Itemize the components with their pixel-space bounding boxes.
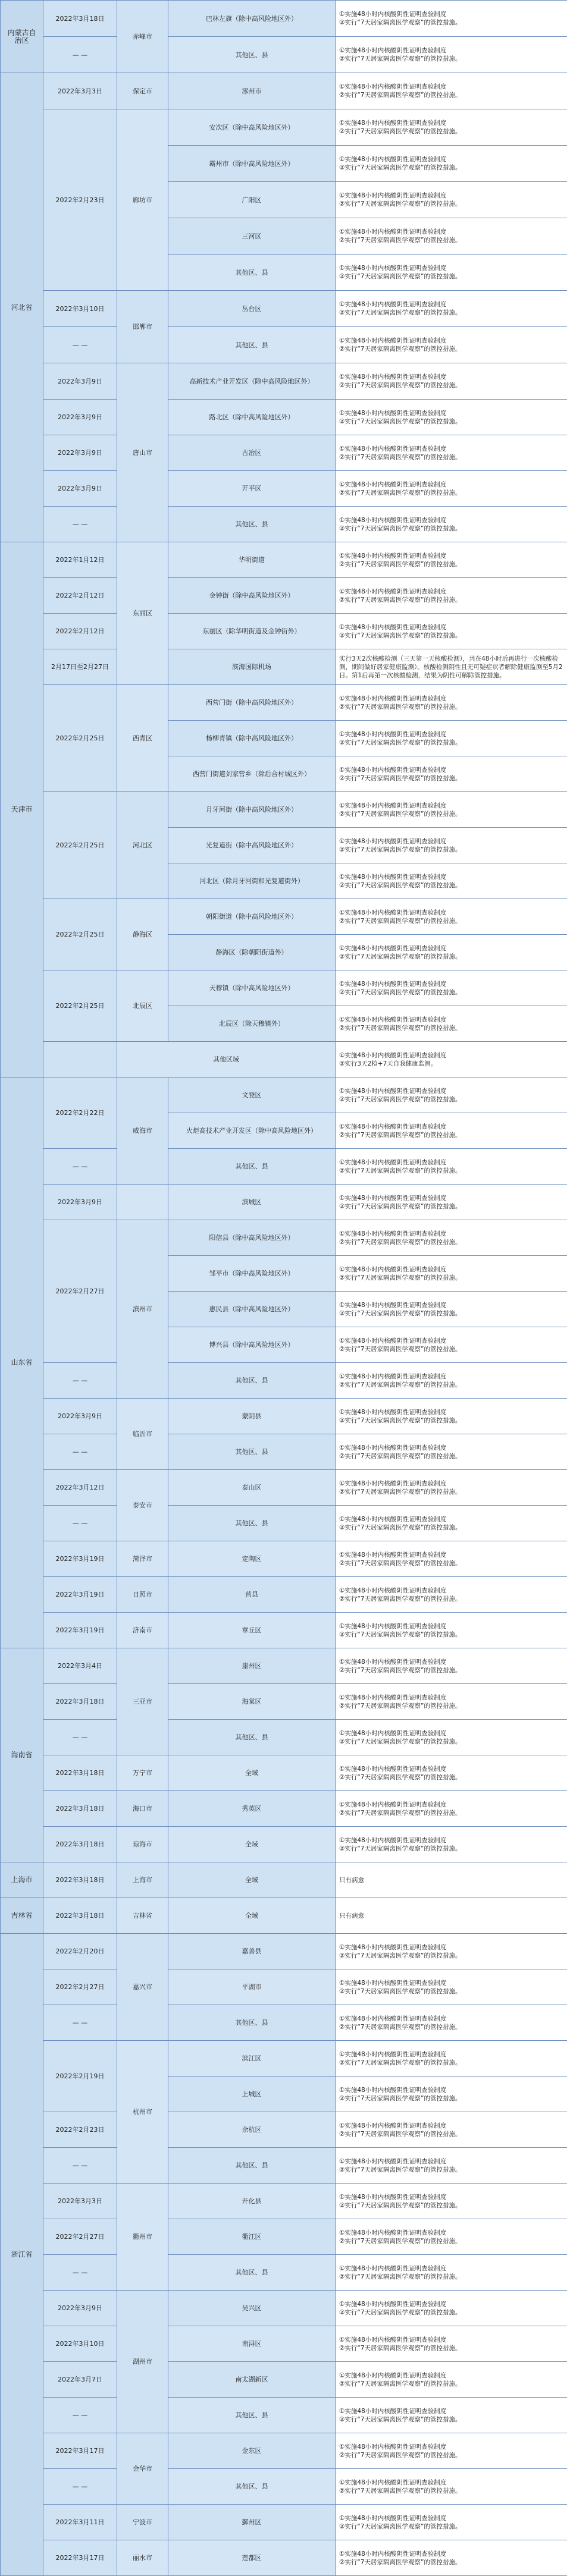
date-cell: 2022年3月18日 [43,1827,117,1862]
district-cell: 朝阳街道（除中高风险地区外） [168,899,336,935]
district-cell: 秀英区 [168,1791,336,1827]
policy-cell: ①实施48小时内核酸阴性证明查验制度 ②实行“7天居家隔离医学观察”的管控措施。 [336,1006,567,1042]
date-cell: 2022年3月9日 [43,400,117,435]
policy-cell: ①实施48小时内核酸阴性证明查验制度 ②实行“7天居家隔离医学观察”的管控措施。 [336,578,567,614]
table-row [1,2469,567,2505]
table-row [1,1934,567,1969]
district-cell: 海棠区 [168,1684,336,1720]
district-cell: 丛台区 [168,291,336,327]
table-row [1,1399,567,1434]
district-cell: 路北区（除中高风险地区外） [168,400,336,435]
district-cell: 滨江区 [168,2041,336,2076]
date-cell: 2022年3月3日 [43,2184,117,2219]
table-row [1,614,567,649]
district-cell: 邹平市（除中高风险地区外） [168,1256,336,1292]
policy-cell: ①实施48小时内核酸阴性证明查验制度 ②实行“7天居家隔离医学观察”的管控措施。 [336,146,567,182]
city-cell: 菏泽市 [117,1541,168,1577]
table-row [1,1791,567,1827]
district-cell: 光复道街（除中高风险地区外） [168,828,336,863]
policy-cell: 只有病愈 [336,1862,567,1898]
policy-cell: ①实施48小时内核酸阴性证明查验制度 ②实行“7天居家隔离医学观察”的管控措施。 [336,1434,567,1470]
table-row [1,1434,567,1470]
table-row [1,1862,567,1898]
policy-cell: ①实施48小时内核酸阴性证明查验制度 ②实行“7天居家隔离医学观察”的管控措施。 [336,363,567,400]
policy-cell: ①实施48小时内核酸阴性证明查验制度 ②实行“7天居家隔离医学观察”的管控措施。 [336,1185,567,1220]
city-cell: 赤峰市 [117,1,168,73]
table-row [1,2398,567,2433]
table-row [1,435,567,471]
date-cell: 2022年3月3日 [43,73,117,109]
district-cell: 鄞州区 [168,2505,336,2540]
district-cell: 金钟街（除中高风险地区外） [168,578,336,614]
table-row [1,2219,567,2255]
district-cell: 其他区、县 [168,327,336,363]
table-row [1,327,567,363]
city-cell: 保定市 [117,73,168,109]
city-cell: 西青区 [117,685,168,792]
date-cell: 2022年3月9日 [43,435,117,471]
date-cell: 2月17日至2月27日 [43,649,117,685]
district-cell: 开化县 [168,2184,336,2219]
city-cell: 滨州市 [117,1220,168,1399]
table-row [1,2505,567,2540]
table-row [1,1613,567,1648]
table-row [1,2148,567,2184]
date-cell: — — [43,327,117,363]
district-cell: 莒县 [168,1577,336,1613]
city-cell: 济南市 [117,1613,168,1648]
table-row [1,400,567,435]
city-cell: 其他区域 [117,1042,336,1077]
date-cell: — — [43,2255,117,2291]
policy-cell: ①实施48小时内核酸阴性证明查验制度 ②实行“7天居家隔离医学观察”的管控措施。 [336,1648,567,1684]
date-cell: — — [43,507,117,542]
district-cell: 南太湖新区 [168,2362,336,2398]
table-body [1,1,567,2576]
district-cell: 其他区、县 [168,1434,336,1470]
district-cell: 泰山区 [168,1470,336,1506]
date-cell: 2022年3月18日 [43,1,117,37]
city-cell: 杭州市 [117,2041,168,2184]
district-cell: 霸州市（除中高风险地区外） [168,146,336,182]
table-row [1,1,567,37]
policy-cell: ①实施48小时内核酸阴性证明查验制度 ②实行“7天居家隔离医学观察”的管控措施。 [336,685,567,721]
district-cell: 崖州区 [168,1648,336,1684]
city-cell: 日照市 [117,1577,168,1613]
city-cell: 衢州市 [117,2184,168,2291]
date-cell: 2022年2月27日 [43,1969,117,2005]
policy-cell: ①实施48小时内核酸阴性证明查验制度 ②实行“7天居家隔离医学观察”的管控措施。 [336,327,567,363]
policy-cell: ①实施48小时内核酸阴性证明查验制度 ②实行“7天居家隔离医学观察”的管控措施。 [336,1613,567,1648]
district-cell: 文登区 [168,1077,336,1113]
city-cell: 金华市 [117,2433,168,2505]
date-cell: 2022年2月12日 [43,578,117,614]
date-cell: 2022年3月10日 [43,2326,117,2362]
table-row [1,1363,567,1399]
policy-cell: ①实施48小时内核酸阴性证明查验制度 ②实行“7天居家隔离医学观察”的管控措施。 [336,1969,567,2005]
policy-cell: ①实施48小时内核酸阴性证明查验制度 ②实行“7天居家隔离医学观察”的管控措施。 [336,109,567,146]
table-row [1,685,567,721]
district-cell: 定陶区 [168,1541,336,1577]
date-cell: 2022年3月7日 [43,2362,117,2398]
date-cell: — — [43,37,117,73]
table-row [1,542,567,578]
date-cell: — — [43,2148,117,2184]
policy-cell: ①实施48小时内核酸阴性证明查验制度 ②实行“7天居家隔离医学观察”的管控措施。 [336,1077,567,1113]
table-row [1,1969,567,2005]
district-cell: 西营门街（除中高风险地区外） [168,685,336,721]
policy-cell: ①实施48小时内核酸阴性证明查验制度 ②实行“7天居家隔离医学观察”的管控措施。 [336,37,567,73]
district-cell: 其他区、县 [168,1363,336,1399]
table-row [1,363,567,400]
policy-cell: ①实施48小时内核酸阴性证明查验制度 ②实行“7天居家隔离医学观察”的管控措施。 [336,2112,567,2148]
date-cell: 2022年2月25日 [43,899,117,970]
policy-cell: 实行3天2次核酸检测（三天第一天核酸检测），共在48小时后再进行一次核酸检测，期间做好居家健康监测）。核酸检测阴性且无可疑症状者解除健康监测至5月2日。第1后再第一次核酸检测，结果为阴性可解除管控措施。 [336,649,567,685]
date-cell: 2022年2月25日 [43,970,117,1042]
city-cell: 万宁市 [117,1755,168,1791]
policy-cell: ①实施48小时内核酸阴性证明查验制度 ②实行“7天居家隔离医学观察”的管控措施。 [336,970,567,1006]
policy-cell: ①实施48小时内核酸阴性证明查验制度 ②实行“7天居家隔离医学观察”的管控措施。 [336,1256,567,1292]
district-cell: 三河区 [168,218,336,255]
date-cell: 2022年3月19日 [43,1541,117,1577]
district-cell: 华明街道 [168,542,336,578]
date-cell: 2022年3月9日 [43,471,117,507]
date-cell: 2022年3月17日 [43,2433,117,2469]
district-cell: 平湖市 [168,1969,336,2005]
policy-cell: ①实施48小时内核酸阴性证明查验制度 ②实行“7天居家隔离医学观察”的管控措施。 [336,1506,567,1541]
date-cell: 2022年2月19日 [43,2041,117,2112]
policy-cell: ①实施48小时内核酸阴性证明查验制度 ②实行“7天居家隔离医学观察”的管控措施。 [336,400,567,435]
policy-cell: ①实施48小时内核酸阴性证明查验制度 ②实行“7天居家隔离医学观察”的管控措施。 [336,1541,567,1577]
district-cell: 惠民县（除中高风险地区外） [168,1292,336,1327]
table-row [1,2326,567,2362]
policy-cell: ①实施48小时内核酸阴性证明查验制度 ②实行“7天居家隔离医学观察”的管控措施。 [336,507,567,542]
district-cell: 其他区、县 [168,2469,336,2505]
date-cell: — — [43,1363,117,1399]
district-cell: 月牙河街（除中高风险地区外） [168,792,336,828]
policy-cell: ①实施48小时内核酸阴性证明查验制度 ②实行“7天居家隔离医学观察”的管控措施。 [336,863,567,899]
district-cell: 上城区 [168,2076,336,2112]
province-cell: 海南省 [1,1648,43,1862]
date-cell: 2022年3月18日 [43,1898,117,1934]
city-cell: 威海市 [117,1077,168,1185]
policy-cell: ①实施48小时内核酸阴性证明查验制度 ②实行“7天居家隔离医学观察”的管控措施。 [336,1149,567,1185]
table-row [1,109,567,146]
city-cell: 宁波市 [117,2505,168,2540]
district-cell: 其他区、县 [168,1720,336,1755]
district-cell: 全域 [168,1827,336,1862]
policy-cell: ①实施48小时内核酸阴性证明查验制度 ②实行“7天居家隔离医学观察”的管控措施。 [336,1934,567,1969]
district-cell: 静海区（除朝阳街道外） [168,935,336,970]
table-row [1,649,567,685]
date-cell: 2022年3月4日 [43,1648,117,1684]
table-row [1,1042,567,1077]
district-cell: 阳信县（除中高风险地区外） [168,1220,336,1256]
table-row [1,899,567,935]
date-cell: — — [43,1434,117,1470]
policy-cell: ①实施48小时内核酸阴性证明查验制度 ②实行“7天居家隔离医学观察”的管控措施。 [336,1327,567,1363]
policy-cell: ①实施48小时内核酸阴性证明查验制度 ②实行“7天居家隔离医学观察”的管控措施。 [336,2398,567,2433]
policy-cell: ①实施48小时内核酸阴性证明查验制度 ②实行“7天居家隔离医学观察”的管控措施。 [336,935,567,970]
table-row [1,970,567,1006]
city-cell: 湖州市 [117,2291,168,2433]
district-cell: 南浔区 [168,2326,336,2362]
policy-cell: ①实施48小时内核酸阴性证明查验制度 ②实行“7天居家隔离医学观察”的管控措施。 [336,2005,567,2041]
policy-cell: ①实施48小时内核酸阴性证明查验制度 ②实行“7天居家隔离医学观察”的管控措施。 [336,2362,567,2398]
date-cell: 2022年2月27日 [43,2219,117,2255]
table-row [1,471,567,507]
city-cell: 吉林省 [117,1898,168,1934]
policy-cell: ①实施48小时内核酸阴性证明查验制度 ②实行“7天居家隔离医学观察”的管控措施。 [336,471,567,507]
district-cell: 开平区 [168,471,336,507]
district-cell: 莲都区 [168,2540,336,2576]
date-cell: 2022年2月25日 [43,685,117,792]
district-cell: 其他区、县 [168,507,336,542]
province-cell: 吉林省 [1,1898,43,1934]
policy-cell: ①实施48小时内核酸阴性证明查验制度 ②实行“7天居家隔离医学观察”的管控措施。 [336,182,567,218]
policy-cell: ①实施48小时内核酸阴性证明查验制度 ②实行“7天居家隔离医学观察”的管控措施。 [336,2148,567,2184]
policy-cell: ①实施48小时内核酸阴性证明查验制度 ②实行“7天居家隔离医学观察”的管控措施。 [336,1363,567,1399]
table-row [1,507,567,542]
date-cell: — — [43,1506,117,1541]
date-cell: 2022年2月23日 [43,109,117,291]
date-cell: 2022年3月9日 [43,1185,117,1220]
date-cell: 2022年2月12日 [43,614,117,649]
date-cell: 2022年3月19日 [43,1577,117,1613]
date-cell: 2022年3月19日 [43,1613,117,1648]
table-row [1,2255,567,2291]
policy-cell: ①实施48小时内核酸阴性证明查验制度 ②实行“7天居家隔离医学观察”的管控措施。 [336,2326,567,2362]
policy-cell: ①实施48小时内核酸阴性证明查验制度 ②实行“7天居家隔离医学观察”的管控措施。 [336,1470,567,1506]
city-cell: 上海市 [117,1862,168,1898]
policy-cell: 只有病愈 [336,1898,567,1934]
table-row [1,73,567,109]
date-cell: 2022年2月22日 [43,1077,117,1149]
policy-cell: ①实施48小时内核酸阴性证明查验制度 ②实行“7天居家隔离医学观察”的管控措施。 [336,2540,567,2576]
policy-cell: ①实施48小时内核酸阴性证明查验制度 ②实行“7天居家隔离医学观察”的管控措施。 [336,828,567,863]
district-cell: 博兴县（除中高风险地区外） [168,1327,336,1363]
district-cell: 吴兴区 [168,2291,336,2326]
table-row [1,1684,567,1720]
table-row [1,1755,567,1791]
table-row [1,2041,567,2076]
district-cell: 全域 [168,1898,336,1934]
table-row [1,578,567,614]
date-cell: 2022年3月17日 [43,2540,117,2576]
policy-cell: ①实施48小时内核酸阴性证明查验制度 ②实行3天2检+7天自我健康监测。 [336,1042,567,1077]
policy-cell: ①实施48小时内核酸阴性证明查验制度 ②实行“7天居家隔离医学观察”的管控措施。 [336,1755,567,1791]
city-cell: 琼海市 [117,1827,168,1862]
district-cell: 广阳区 [168,182,336,218]
district-cell: 东丽区（除华明街道及金钟街外） [168,614,336,649]
table-row [1,1506,567,1541]
date-cell: 2022年3月18日 [43,1755,117,1791]
policy-cell: ①实施48小时内核酸阴性证明查验制度 ②实行“7天居家隔离医学观察”的管控措施。 [336,2433,567,2469]
table-row [1,1720,567,1755]
district-cell: 高新技术产业开发区（除中高风险地区外） [168,363,336,400]
date-cell: 2022年3月10日 [43,291,117,327]
table-row [1,2362,567,2398]
date-cell: 2022年3月18日 [43,1684,117,1720]
policy-cell: ①实施48小时内核酸阴性证明查验制度 ②实行“7天居家隔离医学观察”的管控措施。 [336,2469,567,2505]
table-row [1,1898,567,1934]
city-cell: 泰安市 [117,1470,168,1541]
city-cell: 三亚市 [117,1648,168,1755]
city-cell: 丽水市 [117,2540,168,2576]
table-row [1,1077,567,1113]
district-cell: 天穆镇（除中高风险地区外） [168,970,336,1006]
city-cell: 海口市 [117,1791,168,1827]
city-cell: 廊坊市 [117,109,168,291]
table-row [1,291,567,327]
district-cell: 滨城区 [168,1185,336,1220]
date-cell: 2022年3月9日 [43,2291,117,2326]
policy-cell: ①实施48小时内核酸阴性证明查验制度 ②实行“7天居家隔离医学观察”的管控措施。 [336,218,567,255]
policy-cell: ①实施48小时内核酸阴性证明查验制度 ②实行“7天居家隔离医学观察”的管控措施。 [336,542,567,578]
province-cell: 内蒙古自治区 [1,1,43,73]
date-cell: — — [43,2005,117,2041]
policy-cell: ①实施48小时内核酸阴性证明查验制度 ②实行“7天居家隔离医学观察”的管控措施。 [336,792,567,828]
policy-cell: ①实施48小时内核酸阴性证明查验制度 ②实行“7天居家隔离医学观察”的管控措施。 [336,1577,567,1613]
policy-cell: ①实施48小时内核酸阴性证明查验制度 ②实行“7天居家隔离医学观察”的管控措施。 [336,2255,567,2291]
city-cell: 临沂市 [117,1399,168,1470]
province-cell: 上海市 [1,1862,43,1898]
date-cell: 2022年3月18日 [43,1862,117,1898]
district-cell: 杨柳青镇（除中高风险地区外） [168,721,336,756]
city-cell: 唐山市 [117,363,168,542]
city-cell: 嘉兴市 [117,1934,168,2041]
date-cell: — — [43,2398,117,2433]
district-cell: 其他区、县 [168,255,336,291]
date-cell: 2022年3月9日 [43,1399,117,1434]
province-cell: 河北省 [1,73,43,542]
district-cell: 余杭区 [168,2112,336,2148]
district-cell: 涿州市 [168,73,336,109]
district-cell: 蒙阴县 [168,1399,336,1434]
policy-cell: ①实施48小时内核酸阴性证明查验制度 ②实行“7天居家隔离医学观察”的管控措施。 [336,2184,567,2219]
table-row [1,1648,567,1684]
policy-cell: ①实施48小时内核酸阴性证明查验制度 ②实行“7天居家隔离医学观察”的管控措施。 [336,1113,567,1149]
district-cell: 其他区、县 [168,1506,336,1541]
table-row [1,2184,567,2219]
city-cell: 邯郸市 [117,291,168,363]
district-cell: 河北区（除月牙河街和光复道街外） [168,863,336,899]
policy-cell: ①实施48小时内核酸阴性证明查验制度 ②实行“7天居家隔离医学观察”的管控措施。 [336,435,567,471]
district-cell: 章丘区 [168,1613,336,1648]
policy-cell: ①实施48小时内核酸阴性证明查验制度 ②实行“7天居家隔离医学观察”的管控措施。 [336,614,567,649]
district-cell: 其他区、县 [168,37,336,73]
policy-cell: ①实施48小时内核酸阴性证明查验制度 ②实行“7天居家隔离医学观察”的管控措施。 [336,1791,567,1827]
date-cell: — — [43,1149,117,1185]
policy-cell: ①实施48小时内核酸阴性证明查验制度 ②实行“7天居家隔离医学观察”的管控措施。 [336,756,567,792]
table-row [1,2540,567,2576]
date-cell: — — [43,1720,117,1755]
table-row [1,2112,567,2148]
district-cell: 巴林左旗（除中高风险地区外） [168,1,336,37]
district-cell: 滨海国际机场 [168,649,336,685]
policy-cell: ①实施48小时内核酸阴性证明查验制度 ②实行“7天居家隔离医学观察”的管控措施。 [336,1,567,37]
date-cell: 2022年3月12日 [43,1470,117,1506]
date-cell: 2022年2月23日 [43,2112,117,2148]
district-cell: 古冶区 [168,435,336,471]
district-cell: 全域 [168,1755,336,1791]
policy-cell: ①实施48小时内核酸阴性证明查验制度 ②实行“7天居家隔离医学观察”的管控措施。 [336,1292,567,1327]
city-cell: 北辰区 [117,970,168,1042]
policy-cell: ①实施48小时内核酸阴性证明查验制度 ②实行“7天居家隔离医学观察”的管控措施。 [336,1720,567,1755]
city-cell: 河北区 [117,792,168,899]
province-cell: 山东省 [1,1077,43,1648]
table-row [1,2433,567,2469]
table-row [1,1577,567,1613]
policy-cell: ①实施48小时内核酸阴性证明查验制度 ②实行“7天居家隔离医学观察”的管控措施。 [336,2041,567,2076]
policy-cell: ①实施48小时内核酸阴性证明查验制度 ②实行“7天居家隔离医学观察”的管控措施。 [336,1827,567,1862]
policy-cell: ①实施48小时内核酸阴性证明查验制度 ②实行“7天居家隔离医学观察”的管控措施。 [336,1399,567,1434]
district-cell: 其他区、县 [168,2148,336,2184]
district-cell: 北辰区（除天穆镇外） [168,1006,336,1042]
table-row [1,1185,567,1220]
table-row [1,1541,567,1577]
table-row [1,2005,567,2041]
district-cell: 火炬高技术产业开发区（除中高风险地区外） [168,1113,336,1149]
policy-cell: ①实施48小时内核酸阴性证明查验制度 ②实行“7天居家隔离医学观察”的管控措施。 [336,2076,567,2112]
table-row [1,37,567,73]
date-cell: 2022年2月25日 [43,792,117,899]
district-cell: 安次区（除中高风险地区外） [168,109,336,146]
district-cell: 其他区、县 [168,2398,336,2433]
policy-cell: ①实施48小时内核酸阴性证明查验制度 ②实行“7天居家隔离医学观察”的管控措施。 [336,2291,567,2326]
district-cell: 其他区、县 [168,2005,336,2041]
date-cell: — — [43,2469,117,2505]
province-cell: 天津市 [1,542,43,1077]
city-cell [117,1185,168,1220]
table-row [1,1827,567,1862]
district-cell: 其他区、县 [168,2255,336,2291]
policy-cell: ①实施48小时内核酸阴性证明查验制度 ②实行“7天居家隔离医学观察”的管控措施。 [336,2505,567,2540]
policy-cell: ①实施48小时内核酸阴性证明查验制度 ②实行“7天居家隔离医学观察”的管控措施。 [336,721,567,756]
policy-cell: ①实施48小时内核酸阴性证明查验制度 ②实行“7天居家隔离医学观察”的管控措施。 [336,1684,567,1720]
table-row [1,1470,567,1506]
district-cell: 其他区、县 [168,1149,336,1185]
date-cell: 2022年2月20日 [43,1934,117,1969]
district-cell: 衢江区 [168,2219,336,2255]
city-cell: 静海区 [117,899,168,970]
policy-cell: ①实施48小时内核酸阴性证明查验制度 ②实行“7天居家隔离医学观察”的管控措施。 [336,2219,567,2255]
table-row [1,1220,567,1256]
date-cell: 2022年2月27日 [43,1220,117,1363]
table-row [1,1149,567,1185]
date-cell [43,1042,117,1077]
district-cell: 全域 [168,1862,336,1898]
table-row [1,792,567,828]
policy-cell: ①实施48小时内核酸阴性证明查验制度 ②实行“7天居家隔离医学观察”的管控措施。 [336,899,567,935]
city-cell: 东丽区 [117,542,168,685]
policy-cell: ①实施48小时内核酸阴性证明查验制度 ②实行“7天居家隔离医学观察”的管控措施。 [336,291,567,327]
district-cell: 嘉善县 [168,1934,336,1969]
province-cell: 浙江省 [1,1934,43,2576]
date-cell: 2022年3月9日 [43,363,117,400]
policy-cell: ①实施48小时内核酸阴性证明查验制度 ②实行“7天居家隔离医学观察”的管控措施。 [336,255,567,291]
date-cell: 2022年3月18日 [43,1791,117,1827]
policy-cell: ①实施48小时内核酸阴性证明查验制度 ②实行“7天居家隔离医学观察”的管控措施。 [336,1220,567,1256]
district-cell: 西营门街道刘家营乡（除后合村城区外） [168,756,336,792]
date-cell: 2022年1月12日 [43,542,117,578]
policy-cell: ①实施48小时内核酸阴性证明查验制度 ②实行“7天居家隔离医学观察”的管控措施。 [336,73,567,109]
date-cell: 2022年3月11日 [43,2505,117,2540]
table-row [1,2291,567,2326]
district-cell: 金东区 [168,2433,336,2469]
